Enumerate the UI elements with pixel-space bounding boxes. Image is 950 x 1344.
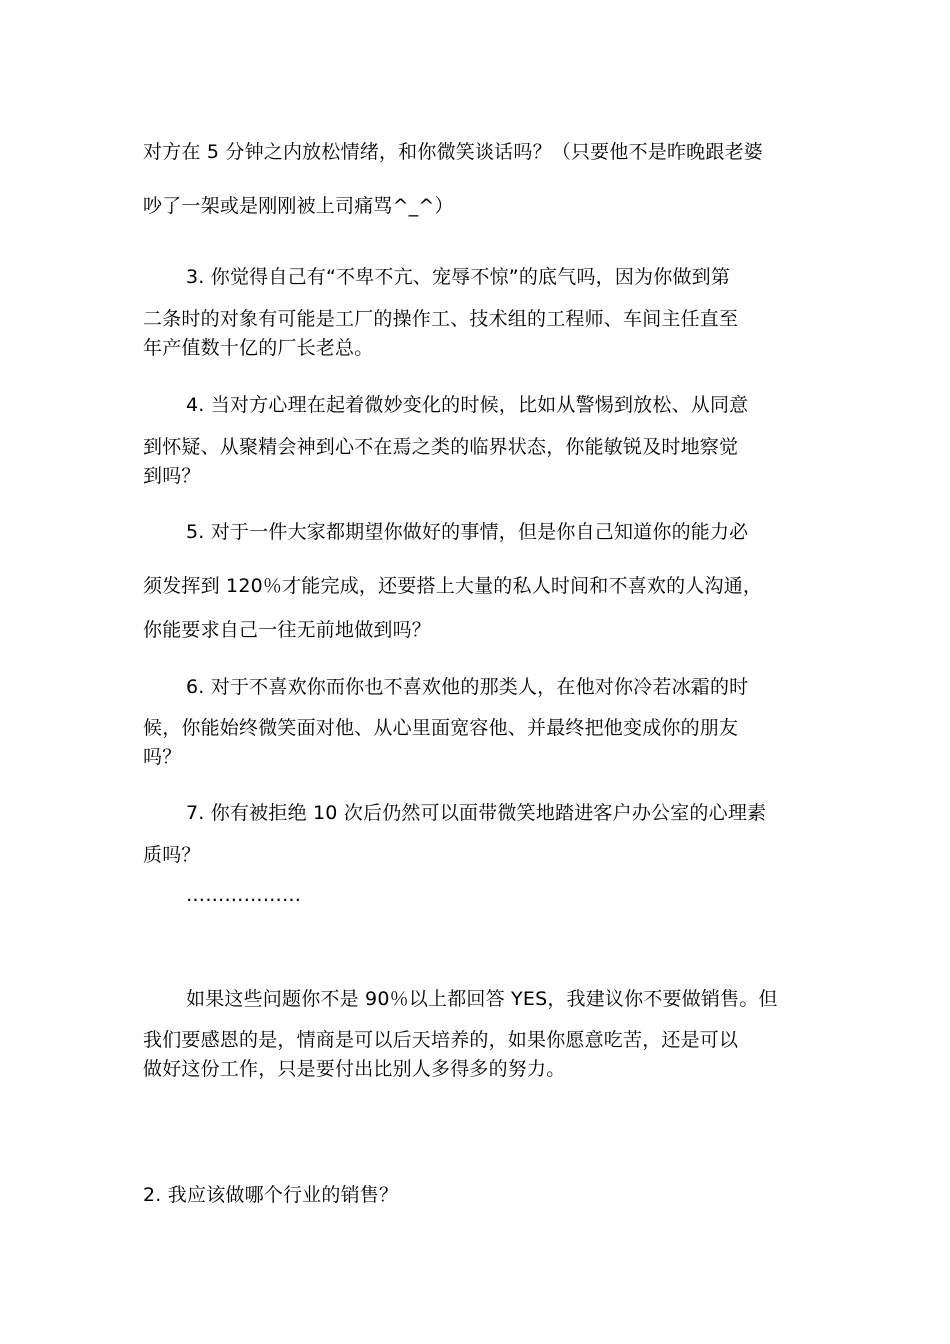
section-heading: 2. 我应该做哪个行业的销售？ [143, 1184, 399, 1206]
text-line: 7. 你有被拒绝 10 次后仍然可以面带微笑地踏进客户办公室的心理素 [186, 802, 767, 824]
ellipsis-line: ……………… [186, 884, 302, 906]
text-line: 候，你能始终微笑面对他、从心里面宽容他、并最终把他变成你的朋友 [143, 717, 739, 739]
text-line: 须发挥到 120％才能完成，还要搭上大量的私人时间和不喜欢的人沟通， [143, 575, 763, 597]
text-line: 吗？ [143, 746, 182, 768]
text-line: 二条时的对象有可能是工厂的操作工、技术组的工程师、车间主任直至 [143, 308, 739, 330]
text-line: 我们要感恩的是，情商是可以后天培养的，如果你愿意吃苦，还是可以 [143, 1029, 739, 1051]
text-line: 年产值数十亿的厂长老总。 [143, 337, 374, 359]
text-line: 你能要求自己一往无前地做到吗？ [143, 619, 432, 641]
text-line: 6. 对于不喜欢你而你也不喜欢他的那类人，在他对你冷若冰霜的时 [186, 676, 749, 698]
text-line: 做好这份工作，只是要付出比别人多得多的努力。 [143, 1058, 566, 1080]
text-line: 到吗？ [143, 465, 201, 487]
text-line: 吵了一架或是刚刚被上司痛骂^_^） [143, 195, 454, 217]
text-line: 对方在 5 分钟之内放松情绪，和你微笑谈话吗？（只要他不是昨晚跟老婆 [143, 141, 763, 163]
text-line: 4. 当对方心理在起着微妙变化的时候，比如从警惕到放松、从同意 [186, 394, 749, 416]
text-line: 5. 对于一件大家都期望你做好的事情，但是你自己知道你的能力必 [186, 521, 749, 543]
text-line: 质吗？ [143, 844, 201, 866]
text-line: 3. 你觉得自己有“不卑不亢、宠辱不惊”的底气吗，因为你做到第 [186, 266, 731, 288]
text-line: 到怀疑、从聚精会神到心不在焉之类的临界状态，你能敏锐及时地察觉 [143, 436, 739, 458]
text-line: 如果这些问题你不是 90％以上都回答 YES，我建议你不要做销售。但 [186, 988, 778, 1010]
